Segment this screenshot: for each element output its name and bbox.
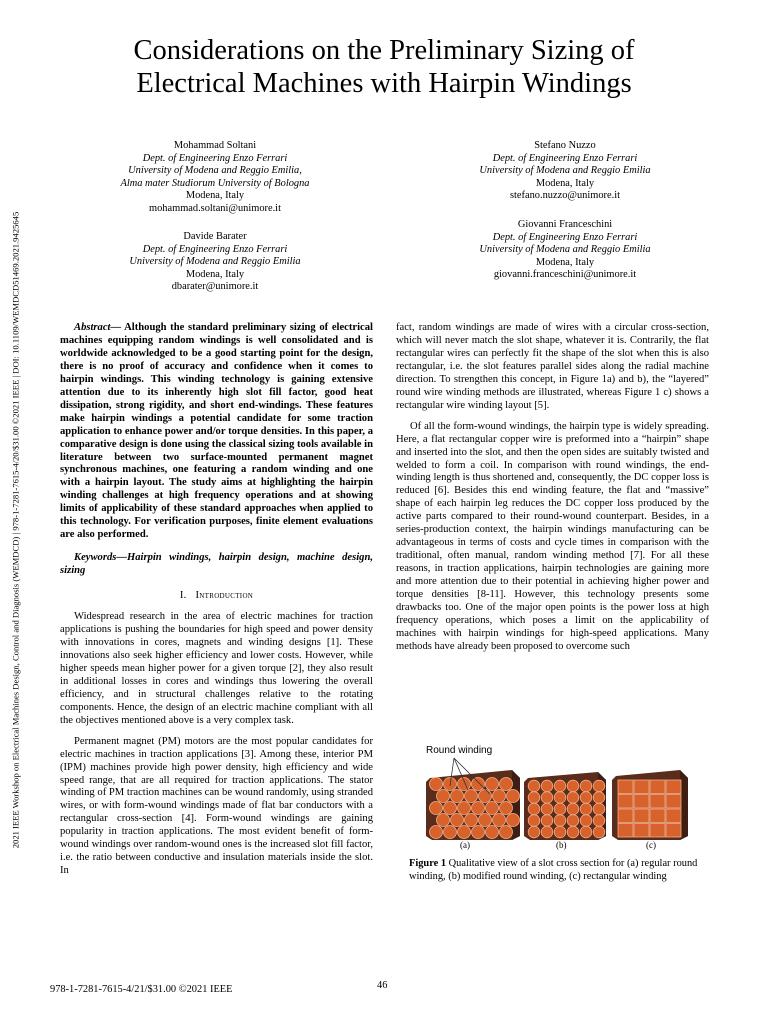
round-conductor [486, 778, 499, 791]
round-conductor [458, 778, 471, 791]
author-block-soltani [95, 140, 335, 216]
author-dept: Dept. of Engineering Enzo Ferrari [492, 231, 638, 243]
round-conductor [458, 802, 471, 815]
author-email[interactable]: dbarater@unimore.it [171, 281, 259, 293]
author-city: Modena, Italy [185, 190, 245, 202]
author-dept: Dept. of Engineering Enzo Ferrari [142, 243, 288, 255]
round-conductor [567, 780, 579, 792]
round-conductor [554, 792, 566, 804]
round-conductor [465, 814, 478, 827]
round-conductor [554, 780, 566, 792]
rectangular-conductor [618, 780, 633, 794]
round-conductor [528, 815, 540, 827]
round-conductor [500, 778, 513, 791]
figure-label-b: (b) [556, 840, 567, 850]
round-conductor [479, 790, 492, 803]
rectangular-conductor [634, 780, 649, 794]
round-conductor [554, 815, 566, 827]
figure-label-a: (a) [460, 840, 470, 850]
round-conductor [580, 826, 592, 838]
round-conductor [493, 814, 506, 827]
round-conductor [451, 814, 464, 827]
round-conductor [486, 802, 499, 815]
round-conductor [580, 792, 592, 804]
round-conductor [493, 790, 506, 803]
round-conductor [444, 826, 457, 839]
rectangular-conductor [666, 795, 681, 809]
round-conductor [472, 826, 485, 839]
round-conductor [554, 826, 566, 838]
round-conductor [593, 815, 605, 827]
footer-copyright: 978-1-7281-7615-4/21/$31.00 ©2021 IEEE [50, 984, 233, 995]
paragraph: Permanent magnet (PM) motors are the most popular candidates for electric machines in traction applications [3]. Among these, interior PM (IPM) machines provide high power density, high efficiency and wide speed range, that are all required for traction applications. The stator winding of PM traction machines can be wound randomly, using stranded wires, or with form-wound windings made of flat bar conductors with a rectangular cross-section [4]. Form-wound windings are gaining popularity in traction applications. The most evident benefit of form-wound windings over random-wound ones is the increased slot fill factor, i.e. the ratio between conductive and insulation materials inside the slot. In [60, 735, 373, 877]
round-conductor [507, 790, 520, 803]
author-city: Modena, Italy [185, 268, 245, 280]
rectangular-conductor [618, 809, 633, 823]
section-title: Introduction [195, 590, 254, 602]
author-dept: Dept. of Engineering Enzo Ferrari [492, 152, 638, 164]
author-block-franceschini [445, 219, 685, 282]
author-university-2: Alma mater Studiorum University of Bologna [120, 177, 310, 189]
round-conductor [437, 814, 450, 827]
round-conductor [430, 778, 443, 791]
round-conductor [593, 780, 605, 792]
rectangular-conductor [634, 809, 649, 823]
rectangular-conductor [666, 780, 681, 794]
figure-callout-label: Round winding [426, 745, 493, 756]
author-dept: Dept. of Engineering Enzo Ferrari [142, 152, 288, 164]
round-conductor [580, 803, 592, 815]
round-conductor [451, 790, 464, 803]
round-conductor [486, 826, 499, 839]
rectangular-conductor [650, 795, 665, 809]
round-conductor [479, 814, 492, 827]
author-block-nuzzo [445, 140, 685, 203]
round-conductor [541, 826, 553, 838]
figure-caption-text: Qualitative view of a slot cross section for (a) regular round winding, (b) modified round winding, (c) rectangular winding [409, 858, 698, 882]
author-email[interactable]: mohammad.soltani@unimore.it [149, 202, 281, 214]
author-university: University of Modena and Reggio Emilia [479, 165, 651, 177]
title-line-2: Electrical Machines with Hairpin Windings [136, 68, 632, 99]
round-conductor [444, 802, 457, 815]
rectangular-conductor [650, 809, 665, 823]
author-university: University of Modena and Reggio Emilia [479, 244, 651, 256]
round-conductor [472, 778, 485, 791]
round-conductor [528, 803, 540, 815]
citation-text: 2021 IEEE Workshop on Electrical Machines Design, Control and Diagnosis (WEMDCD) | 978-1-7281-7615-4/20/$31.00 ©2021 IEEE | DOI: 10.1109/WEMDCD51469.2021.9425645 [10, 211, 21, 849]
page-number: 46 [377, 980, 388, 991]
round-conductor [541, 792, 553, 804]
round-conductor [437, 790, 450, 803]
abstract [60, 322, 373, 542]
section-number: I. [179, 590, 187, 602]
keywords: Keywords—Hairpin windings, hairpin design, machine design, sizing [60, 552, 373, 577]
author-city: Modena, Italy [535, 256, 595, 268]
author-name: Giovanni Franceschini [517, 219, 613, 230]
rectangular-conductor [666, 824, 681, 838]
abstract-lead: Abstract— [74, 322, 122, 333]
round-conductor [593, 803, 605, 815]
figure-1 [420, 740, 690, 852]
round-conductor [593, 826, 605, 838]
paragraph: fact, random windings are made of wires with a circular cross-section, which will never match the slot shape, whatever it is. Contrarily, the flat rectangular wires can perfectly fit the shape of the slot when this is also rectangular, i.e. the slot features parallel sides along the radial machine direction. To strengthen this concept, in Figure 1a) and b), the “layered” round wire winding methods are illustrated, whereas Figure 1 c) shows a rectangular wire winding layout [5]. [396, 322, 709, 411]
author-university: University of Modena and Reggio Emilia [129, 256, 301, 268]
author-university: University of Modena and Reggio Emilia, [128, 165, 302, 177]
round-conductor [465, 790, 478, 803]
author-block-barater [95, 231, 335, 294]
round-conductor [580, 815, 592, 827]
round-conductor [500, 802, 513, 815]
round-conductor [472, 802, 485, 815]
slot-cross-section-illustration [420, 740, 690, 852]
round-conductor [458, 826, 471, 839]
left-column [60, 322, 373, 878]
rectangular-conductor [634, 795, 649, 809]
round-conductor [541, 815, 553, 827]
round-conductor [528, 792, 540, 804]
rectangular-conductor [618, 795, 633, 809]
author-city: Modena, Italy [535, 177, 595, 189]
author-name: Stefano Nuzzo [534, 140, 596, 151]
rectangular-conductor [650, 780, 665, 794]
ieee-citation-strip [8, 150, 22, 910]
round-conductor [528, 780, 540, 792]
round-conductor [541, 803, 553, 815]
round-conductor [567, 792, 579, 804]
author-name: Mohammad Soltani [173, 140, 257, 151]
rectangular-conductor [650, 824, 665, 838]
title-line-1: Considerations on the Preliminary Sizing of [133, 35, 635, 66]
paragraph: Of all the form-wound windings, the hairpin type is widely spreading. Here, a flat rectangular copper wire is preformed into a “hairpin” shape and inserted into the slot, and then the open sides are suitably twisted and welded to form a coil. In comparison with round windings, the end-winding length is thus shortened and, consequently, the DC copper loss is reduced [6]. Besides this end winding feature, the flat and “massive” shape of each hairpin leg reduces the DC copper loss produced by the active parts compared to their round-wound counterpart. Besides, in a series-production context, the hairpin windings manufacturing can be advantageous in terms of costs and cycle times in comparison with the traditional, often manual, random winding method [7]. For all these reasons, in traction applications, hairpin technologies are gaining more and more attention due to their potential in achieving higher power and torque densities [8-11]. However, this technology presents some drawbacks too. One of the major open points is the power loss at high frequency operations, which poses a limit on the applicability of machines with hairpin windings for high-speed applications. Many methods have already been proposed to overcome such [396, 420, 709, 652]
round-conductor [528, 826, 540, 838]
round-conductor [554, 803, 566, 815]
round-conductor [567, 803, 579, 815]
rectangular-conductor [666, 809, 681, 823]
round-conductor [541, 780, 553, 792]
section-heading-introduction [60, 590, 373, 603]
author-email[interactable]: stefano.nuzzo@unimore.it [510, 190, 620, 202]
paper-title [60, 34, 708, 100]
author-email[interactable]: giovanni.franceschini@unimore.it [493, 269, 637, 281]
round-conductor [507, 814, 520, 827]
round-conductor [430, 802, 443, 815]
figure-1-caption [409, 858, 709, 883]
rectangular-conductor [618, 824, 633, 838]
rectangular-conductor [634, 824, 649, 838]
figure-caption-label: Figure 1 [409, 858, 447, 869]
round-conductor [430, 826, 443, 839]
round-conductor [567, 815, 579, 827]
author-name: Davide Barater [183, 231, 247, 242]
abstract-body: Although the standard preliminary sizing of electrical machines equipping random windings is well consolidated and is worldwide acknowledged to be a good starting point for the design, there is no proof of accuracy and confidence when it comes to hairpin windings. This winding technology is gaining extensive attention due to its inherently high slot fill factor, good heat dissipation, strong rigidity, and short end-windings. These features make hairpin windings a potential candidate for some traction application to enhance power and/or torque densities. In this paper, a comparative design is done using the classical sizing tools available in literature between two surface-mounted permanent magnet synchronous machines, one featuring a random winding and one with a hairpin layout. The study aims at highlighting the hairpin winding challenges at high frequency operations and at showing limits of applicability of these standard approaches when applied to this technology. For verification purposes, finite element evaluations are also performed. [60, 322, 373, 541]
round-conductor [500, 826, 513, 839]
round-conductor [580, 780, 592, 792]
paragraph: Widespread research in the area of electric machines for traction applications is pushing the boundaries for high speed and power density with innovations in cores, magnets and winding designs [1]. These innovations also seek higher efficiency and lower costs. However, while higher speeds mean higher power for a given torque [2], they also result in additional losses in cores and windings thus lowering the overall efficiency, and in structural challenges relative to the rotating components. Hence, the design of an electric machine compliant with all the objectives mentioned above is a very complex task. [60, 611, 373, 726]
round-conductor [593, 792, 605, 804]
figure-label-c: (c) [646, 840, 656, 850]
right-column [396, 322, 709, 654]
round-conductor [567, 826, 579, 838]
